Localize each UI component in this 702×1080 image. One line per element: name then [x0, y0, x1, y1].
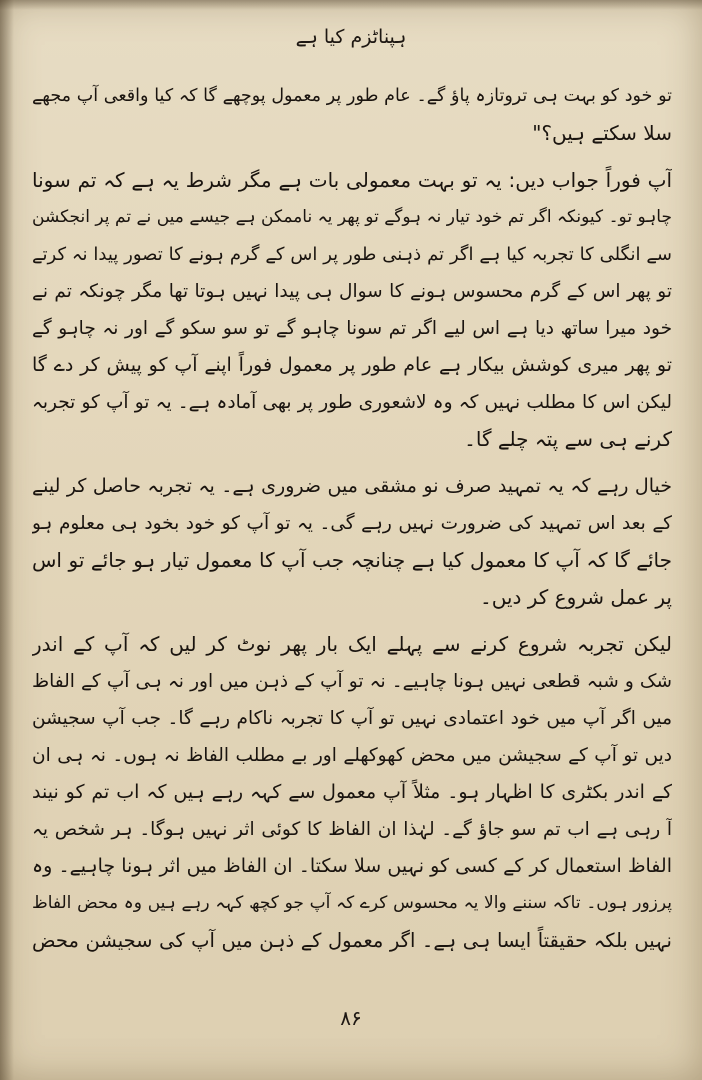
running-head: ہپناٹزم کیا ہے [295, 26, 407, 48]
text-line: میں اگر آپ میں خود اعتمادی نہیں تو آپ کا تجربہ ناکام رہے گا۔ جب آپ سجیشن [32, 708, 672, 729]
text-line: آ رہی ہے اب تم سو جاؤ گے۔ لہٰذا ان الفاظ کا کوئی اثر نہیں ہوگا۔ ہر شخص یہ [32, 819, 672, 840]
text-line: لیکن اس کا مطلب نہیں کہ وہ لاشعوری طور پر بھی آمادہ ہے۔ یہ تو آپ کو تجربہ [32, 392, 672, 413]
text-line: خود میرا ساتھ دیا ہے اس لیے اگر تم سونا چاہو گے تو سو سکو گے اور نہ چاہو گے [32, 318, 672, 339]
scan-shadow-left [0, 0, 14, 1080]
text-line: جائے گا کہ آپ کا معمول کیا ہے چنانچہ جب آپ کا معمول تیار ہو جائے تو اس [32, 548, 672, 572]
text-line: کے بعد اس تمہید کی ضرورت نہیں رہے گی۔ یہ تو آپ کو خود بخود ہی معلوم ہو [32, 513, 672, 534]
text-line: سے انگلی کا تجربہ کیا ہے اگر تم ذہنی طور پر اس کے گرم ہونے کا تصور پیدا نہ کرتے [32, 244, 672, 265]
text-line: دیں تو آپ کے سجیشن میں محض کھوکھلے اور بے مطلب الفاظ نہ ہوں۔ نہ ہی ان [32, 745, 672, 766]
paragraph [32, 162, 672, 458]
paragraph [32, 468, 672, 616]
text-line: پرزور ہوں۔ تاکہ سننے والا یہ محسوس کرے کہ آپ جو کچھ کہہ رہے ہیں وہ محض الفاظ [32, 893, 672, 913]
text-line: آپ فوراً جواب دیں: یہ تو بہت معمولی بات ہے مگر شرط یہ ہے کہ تم سونا [32, 168, 672, 192]
text-line: خیال رہے کہ یہ تمہید صرف نو مشقی میں ضروری ہے۔ یہ تجربہ حاصل کر لینے [32, 475, 672, 497]
page-number: ۸۶ [340, 1006, 362, 1030]
text-line: لیکن تجربہ شروع کرنے سے پہلے ایک بار پھر نوٹ کر لیں کہ آپ کے اندر [32, 632, 672, 656]
paragraph [32, 626, 672, 959]
text-line: تو پھر میری کوشش بیکار ہے عام طور پر معمول فوراً اپنے آپ کو پیش کر دے گا [32, 354, 672, 376]
text-line: سلا سکتے ہیں؟" [532, 121, 672, 145]
text-line: شک و شبہ قطعی نہیں ہونا چاہیے۔ نہ تو آپ کے ذہن میں اور نہ ہی آپ کے الفاظ [32, 671, 672, 692]
body-text [32, 78, 672, 959]
text-line: تو پھر اس کے گرم محسوس ہونے کا سوال ہی پیدا نہیں ہوتا تھا مگر چونکہ تم نے [32, 281, 672, 302]
text-line: چاہو تو۔ کیونکہ اگر تم خود تیار نہ ہوگے تو پھر یہ ناممکن ہے جیسے میں نے تم پر انجکشن [32, 207, 672, 227]
text-line: الفاظ استعمال کر کے کسی کو نہیں سلا سکتا۔ ان الفاظ میں اثر ہونا چاہیے۔ وہ [32, 855, 672, 877]
scan-shadow-top [0, 0, 702, 10]
text-line: پر عمل شروع کر دیں۔ [479, 585, 672, 609]
text-line: تو خود کو بہت ہی تروتازہ پاؤ گے۔ عام طور پر معمول پوچھے گا کہ کیا واقعی آپ مجھے [32, 86, 672, 106]
paragraph [32, 78, 672, 152]
text-line: نہیں بلکہ حقیقتاً ایسا ہی ہے۔ اگر معمول کے ذہن میں آپ کی سجیشن محض [32, 929, 672, 952]
text-line: کرنے ہی سے پتہ چلے گا۔ [464, 427, 672, 451]
text-line: کے اندر بکٹری کا اظہار ہو۔ مثلاً آپ معمول سے کہہ رہے ہیں کہ اب تم کو نیند [32, 781, 672, 803]
